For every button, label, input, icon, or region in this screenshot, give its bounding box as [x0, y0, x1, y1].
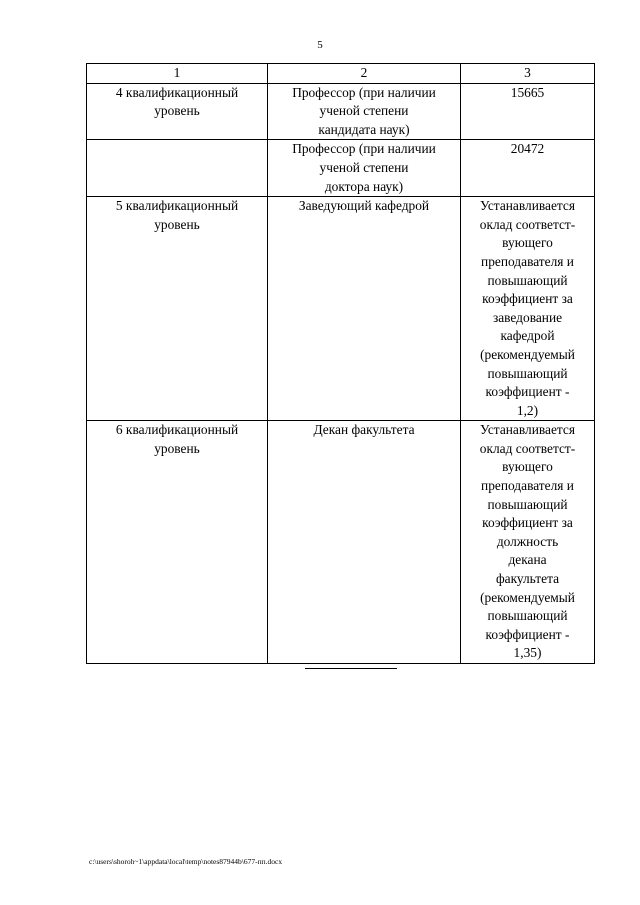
table-row	[87, 140, 595, 197]
salary-cell: 15665	[461, 83, 595, 140]
position-cell: Профессор (при наличии ученой степени доктора наук)	[268, 140, 461, 197]
qualification-level-cell: 4 квалификационный уровень	[87, 83, 268, 140]
table-header-row	[87, 64, 595, 84]
header-cell-3: 3	[461, 64, 595, 84]
header-cell-2: 2	[268, 64, 461, 84]
position-cell: Профессор (при наличии ученой степени кандидата наук)	[268, 83, 461, 140]
salary-cell: Устанавливается оклад соответст- вующего преподавателя и повышающий коэффициент за заведование кафедрой (рекомендуемый повышающий коэффициент - 1,2)	[461, 197, 595, 421]
document-file-path: c:\users\shoroh~1\appdata\local\temp\notes87944b\677-пп.docx	[89, 857, 283, 866]
qualification-level-cell: 6 квалификационный уровень	[87, 421, 268, 664]
table-row	[87, 197, 595, 421]
qualification-level-cell	[87, 140, 268, 197]
position-cell: Декан факультета	[268, 421, 461, 664]
table-row	[87, 83, 595, 140]
salary-cell: Устанавливается оклад соответст- вующего преподавателя и повышающий коэффициент за должность декана факультета (рекомендуемый повышающий коэффициент - 1,35)	[461, 421, 595, 664]
page-number: 5	[317, 39, 323, 51]
header-cell-1: 1	[87, 64, 268, 84]
footnote-divider	[305, 668, 397, 669]
table-row	[87, 421, 595, 664]
position-cell: Заведующий кафедрой	[268, 197, 461, 421]
salary-cell: 20472	[461, 140, 595, 197]
qualification-level-cell: 5 квалификационный уровень	[87, 197, 268, 421]
salary-table	[86, 63, 595, 664]
